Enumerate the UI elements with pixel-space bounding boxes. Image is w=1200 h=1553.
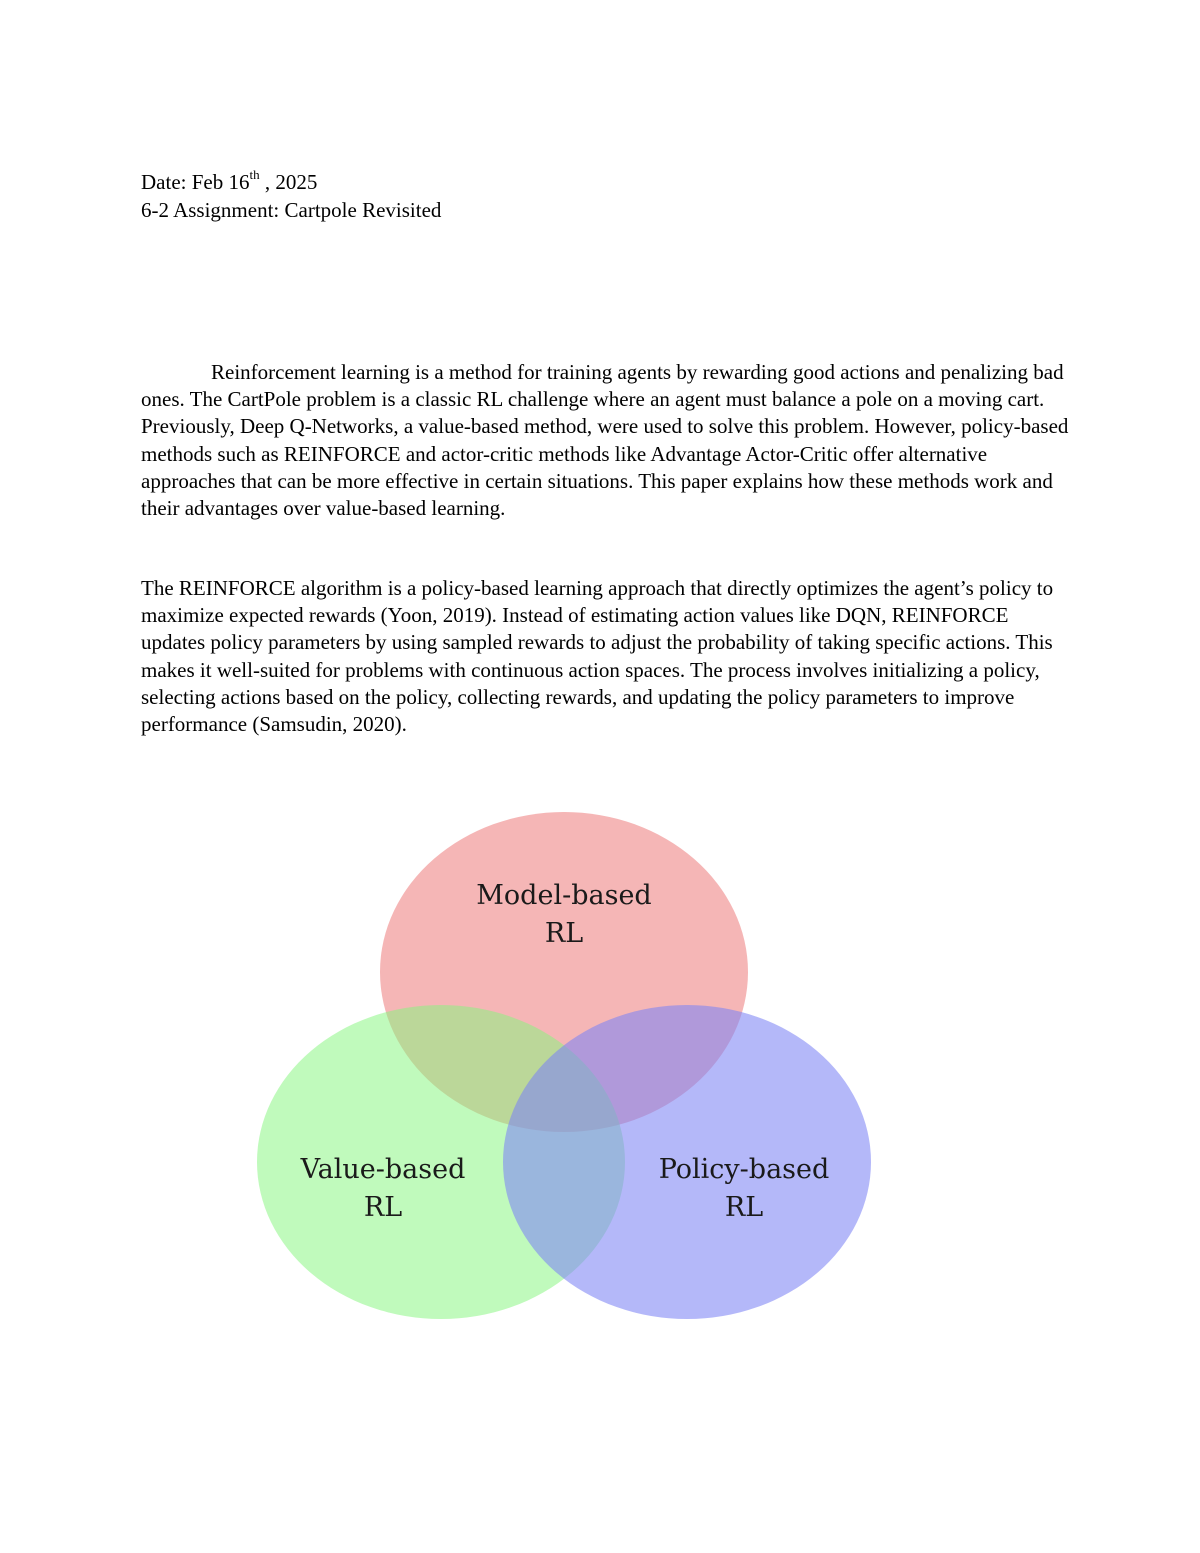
value-based-label-line1: Value-based xyxy=(300,1154,466,1185)
intro-paragraph-text: Reinforcement learning is a method for training agents by rewarding good actions and penalizing bad ones. The CartPole problem is a classic RL challenge where an agent must balance a pole on a moving cart. Previously, Deep Q-Networks, a value-based method, were used to solve this problem. However, policy-based methods such as REINFORCE and actor-critic methods like Advantage Actor-Critic offer alternative approaches that can be more effective in certain situations. This paper explains how these methods work and their advantages over value-based learning. xyxy=(141,360,1069,521)
value-based-label-line2: RL xyxy=(363,1192,403,1223)
policy-based-label-line2: RL xyxy=(724,1192,764,1223)
model-based-label-line1: Model-based xyxy=(476,880,652,911)
date-prefix: Date: Feb 16 xyxy=(141,170,250,194)
assignment-title: 6-2 Assignment: Cartpole Revisited xyxy=(141,198,442,222)
date-year: , 2025 xyxy=(259,170,318,194)
document-header xyxy=(141,168,441,224)
model-based-label-line2: RL xyxy=(544,918,584,949)
date-ordinal-suffix: th xyxy=(249,167,260,182)
intro-paragraph xyxy=(141,359,1071,522)
date-line xyxy=(141,168,441,196)
reinforce-paragraph: The REINFORCE algorithm is a policy-based learning approach that directly optimizes the agent’s policy to maximize expected rewards (Yoon, 2019). Instead of estimating action values like DQN, REINFORCE updates policy parameters by using sampled rewards to adjust the probability of taking specific actions. This makes it well-suited for problems with continuous action spaces. The process involves initializing a policy, selecting actions based on the policy, collecting rewards, and updating the policy parameters to improve performance (Samsudin, 2020). xyxy=(141,576,1054,737)
rl-venn-diagram xyxy=(250,805,880,1330)
policy-based-label-line1: Policy-based xyxy=(658,1154,830,1185)
